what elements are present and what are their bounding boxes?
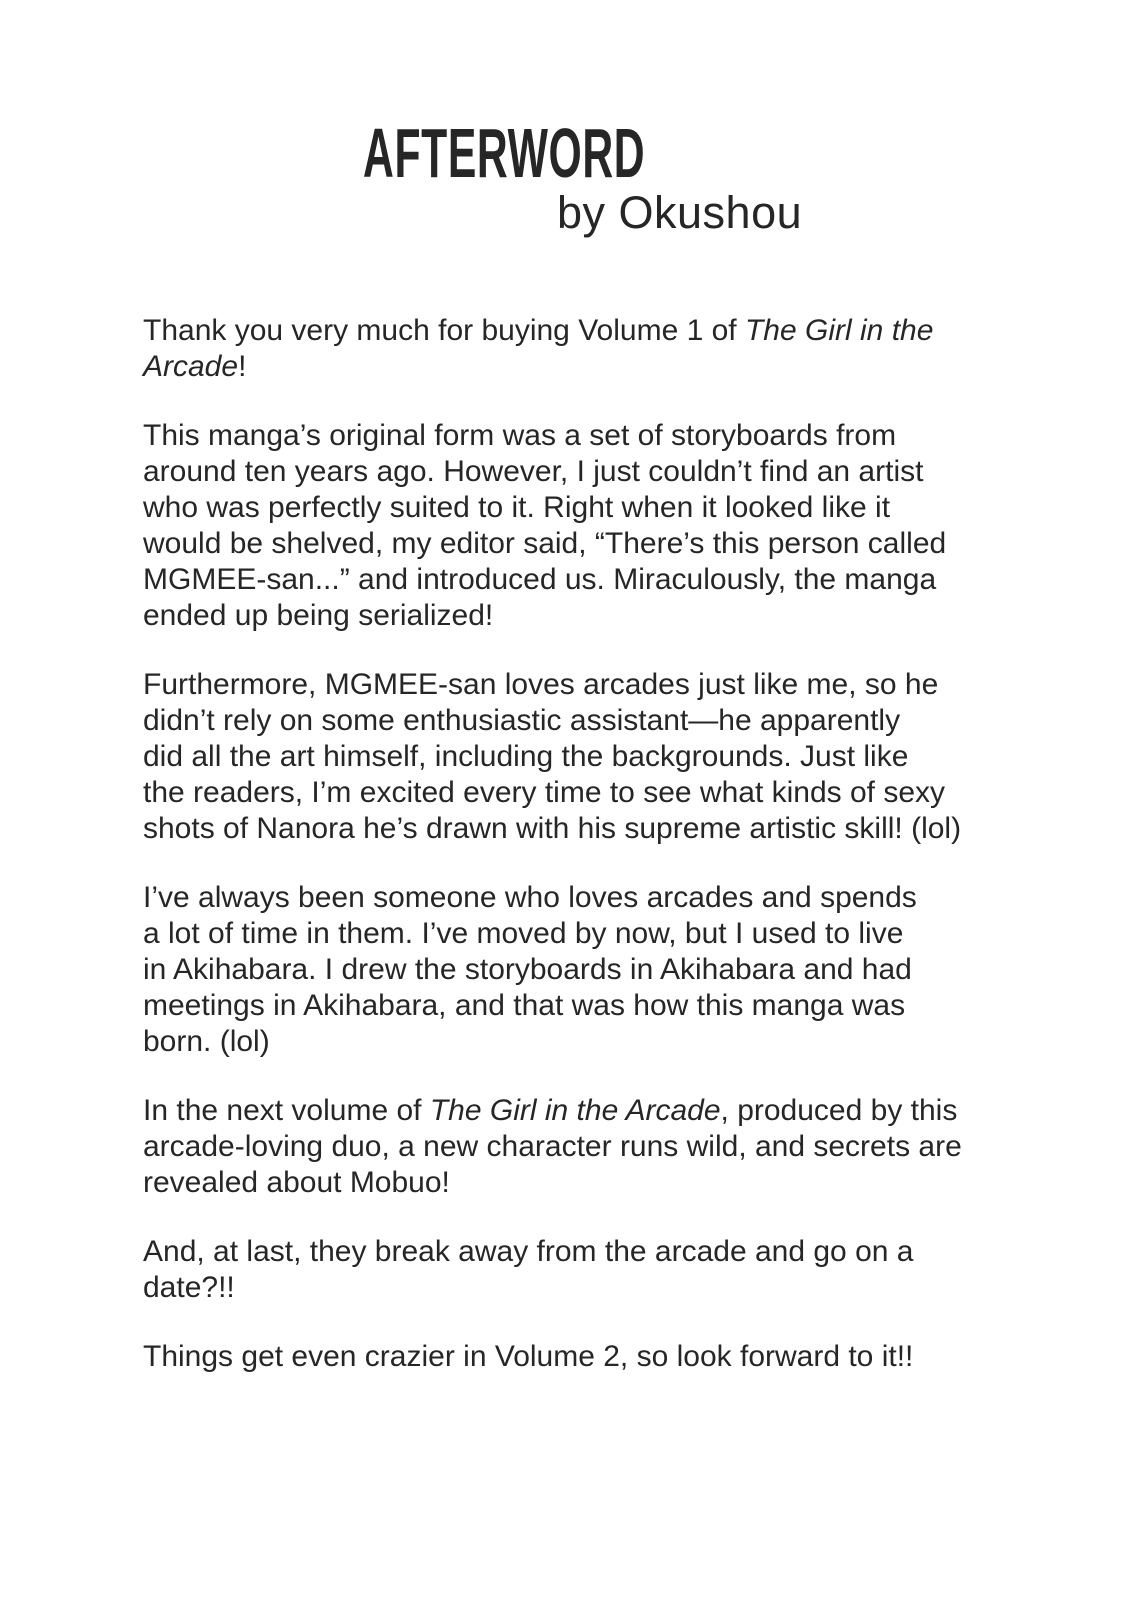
text-segment: !	[238, 350, 247, 383]
text-line	[143, 490, 1099, 526]
text-segment: arcade-loving duo, a new character runs wild, and secrets are	[143, 1130, 962, 1163]
text-line	[143, 916, 1099, 952]
text-line	[143, 313, 1099, 349]
text-segment: revealed about Mobuo!	[143, 1166, 450, 1199]
header	[0, 0, 1139, 238]
italic-text-segment: Arcade	[143, 350, 239, 383]
text-line	[143, 526, 1099, 562]
italic-text-segment: The Girl in the Arcade	[429, 1094, 721, 1127]
paragraph	[143, 313, 1099, 385]
paragraph	[143, 667, 1099, 847]
text-segment: around ten years ago. However, I just couldn’t find an artist	[143, 455, 924, 488]
italic-text-segment: The Girl in the	[744, 314, 934, 347]
text-segment: in Akihabara. I drew the storyboards in Akihabara and had	[143, 953, 912, 986]
text-line	[143, 667, 1099, 703]
text-segment: , produced by this	[720, 1094, 958, 1127]
text-line	[143, 880, 1099, 916]
byline: by Okushou	[557, 187, 803, 238]
text-line	[143, 418, 1099, 454]
text-segment: Things get even crazier in Volume 2, so look forward to it!!	[143, 1340, 914, 1373]
paragraph	[143, 880, 1099, 1060]
text-line	[143, 562, 1099, 598]
text-line	[143, 454, 1099, 490]
text-segment: ended up being serialized!	[143, 599, 494, 632]
paragraph	[143, 418, 1099, 634]
text-segment: a lot of time in them. I’ve moved by now, but I used to live	[143, 917, 904, 950]
paragraph	[143, 1339, 1099, 1375]
text-line	[143, 811, 1099, 847]
afterword-body	[143, 313, 1099, 1375]
text-segment: shots of Nanora he’s drawn with his supreme artistic skill! (lol)	[143, 812, 962, 845]
text-segment: In the next volume of	[143, 1094, 430, 1127]
text-segment: Furthermore, MGMEE-san loves arcades just like me, so he	[143, 668, 939, 701]
text-line	[143, 1270, 1099, 1306]
text-segment: meetings in Akihabara, and that was how this manga was	[143, 989, 906, 1022]
text-segment: date?!!	[143, 1271, 235, 1304]
text-line	[143, 952, 1099, 988]
text-line	[143, 739, 1099, 775]
paragraph	[143, 1234, 1099, 1306]
text-line	[143, 1024, 1099, 1060]
text-segment: did all the art himself, including the backgrounds. Just like	[143, 740, 909, 773]
text-line	[143, 1339, 1099, 1375]
text-segment: would be shelved, my editor said, “There’s this person called	[143, 527, 947, 560]
text-line	[143, 349, 1099, 385]
text-segment: who was perfectly suited to it. Right when it looked like it	[143, 491, 891, 524]
text-line	[143, 1165, 1099, 1201]
text-segment: born. (lol)	[143, 1025, 270, 1058]
text-segment: Thank you very much for buying Volume 1 of	[143, 314, 745, 347]
text-line	[143, 1129, 1099, 1165]
text-line	[143, 598, 1099, 634]
text-line	[143, 1234, 1099, 1270]
text-segment: the readers, I’m excited every time to see what kinds of sexy	[143, 776, 946, 809]
text-segment: MGMEE-san...” and introduced us. Miraculously, the manga	[143, 563, 937, 596]
text-line	[143, 1093, 1099, 1129]
text-segment: I’ve always been someone who loves arcades and spends	[143, 881, 917, 914]
text-line	[143, 775, 1099, 811]
text-segment: And, at last, they break away from the arcade and go on a	[143, 1235, 914, 1268]
text-segment: didn’t rely on some enthusiastic assistant—he apparently	[143, 704, 901, 737]
page-title: AFTERWORD	[363, 114, 646, 192]
text-segment: This manga’s original form was a set of storyboards from	[143, 419, 897, 452]
text-line	[143, 703, 1099, 739]
paragraph	[143, 1093, 1099, 1201]
text-line	[143, 988, 1099, 1024]
